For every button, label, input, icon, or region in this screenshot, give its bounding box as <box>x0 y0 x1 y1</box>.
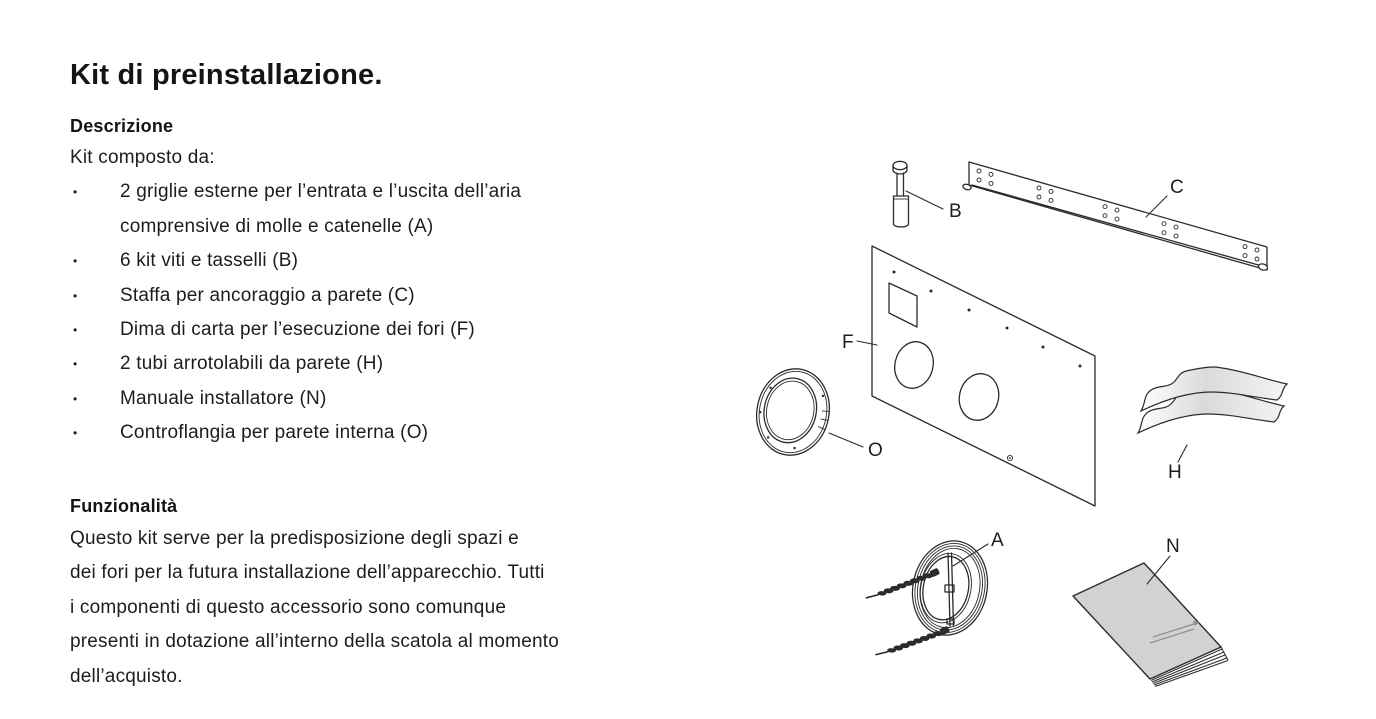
wall-bracket-figure <box>962 162 1268 271</box>
kit-item-screws <box>70 244 690 278</box>
label-h: H <box>1168 462 1182 483</box>
bullet-dot: • <box>73 288 78 303</box>
bullet-dot: • <box>73 185 78 200</box>
leader-line-h <box>1178 445 1187 462</box>
bullet-dot: • <box>73 357 78 372</box>
bullet-dot: • <box>73 391 78 406</box>
kit-item-line: 2 griglie esterne per l’entrata e l’uscita dell’aria <box>120 181 522 203</box>
kit-item-grille <box>70 175 690 244</box>
kit-intro: Kit composto da: <box>70 147 215 168</box>
kit-item-line: Dima di carta per l’esecuzione dei fori (F) <box>120 319 475 341</box>
leader-line-b <box>906 191 943 209</box>
paragraph-line: Questo kit serve per la predisposizione degli spazi e <box>70 528 519 549</box>
wall-tubes-figure <box>1138 367 1287 483</box>
label-c: C <box>1170 177 1184 198</box>
kit-item-line: Manuale installatore (N) <box>120 387 327 409</box>
section-heading-funzionalita: Funzionalità <box>70 495 178 516</box>
kit-item-tubes <box>70 347 690 381</box>
external-grille-figure <box>866 530 1004 664</box>
funzionalita-body <box>70 522 690 694</box>
label-n: N <box>1166 536 1180 557</box>
screw-anchor-figure <box>893 161 962 227</box>
leader-line-o <box>829 433 863 447</box>
kit-item-template <box>70 313 690 347</box>
descrizione-body <box>70 141 690 451</box>
section-heading-descrizione: Descrizione <box>70 115 174 136</box>
kit-item-line: 2 tubi arrotolabili da parete (H) <box>120 353 384 375</box>
kit-item-line: Controflangia per parete interna (O) <box>120 422 429 444</box>
label-o: O <box>868 440 883 461</box>
label-a: A <box>991 530 1004 551</box>
kit-item-bracket <box>70 279 690 313</box>
kit-item-line: 6 kit viti e tasselli (B) <box>120 250 299 272</box>
kit-item-manual <box>70 382 690 416</box>
leader-line-a <box>953 544 988 566</box>
bullet-dot: • <box>73 426 78 441</box>
exploded-kit-diagram <box>700 130 1376 719</box>
label-f: F <box>842 332 854 353</box>
kit-item-line: comprensive di molle e catenelle (A) <box>120 215 434 237</box>
counterflange-figure <box>749 362 883 462</box>
leader-line-c <box>1146 196 1167 217</box>
paragraph-line: i componenti di questo accessorio sono comunque <box>70 596 507 618</box>
installer-manual-figure <box>1073 536 1228 687</box>
label-b: B <box>949 201 962 222</box>
bullet-dot: • <box>73 254 78 269</box>
paragraph-line: presenti in dotazione all’interno della scatola al momento <box>70 631 559 653</box>
grille-spring <box>875 622 950 664</box>
paper-template-figure <box>842 246 1095 506</box>
kit-item-counterflange <box>70 416 690 450</box>
kit-item-line: Staffa per ancoraggio a parete (C) <box>120 284 415 306</box>
page-title: Kit di preinstallazione. <box>70 59 383 92</box>
paragraph-line: dell’acquisto. <box>70 665 183 687</box>
bullet-dot: • <box>73 323 78 338</box>
paragraph-line: dei fori per la futura installazione dell’apparecchio. Tutti <box>70 562 545 584</box>
